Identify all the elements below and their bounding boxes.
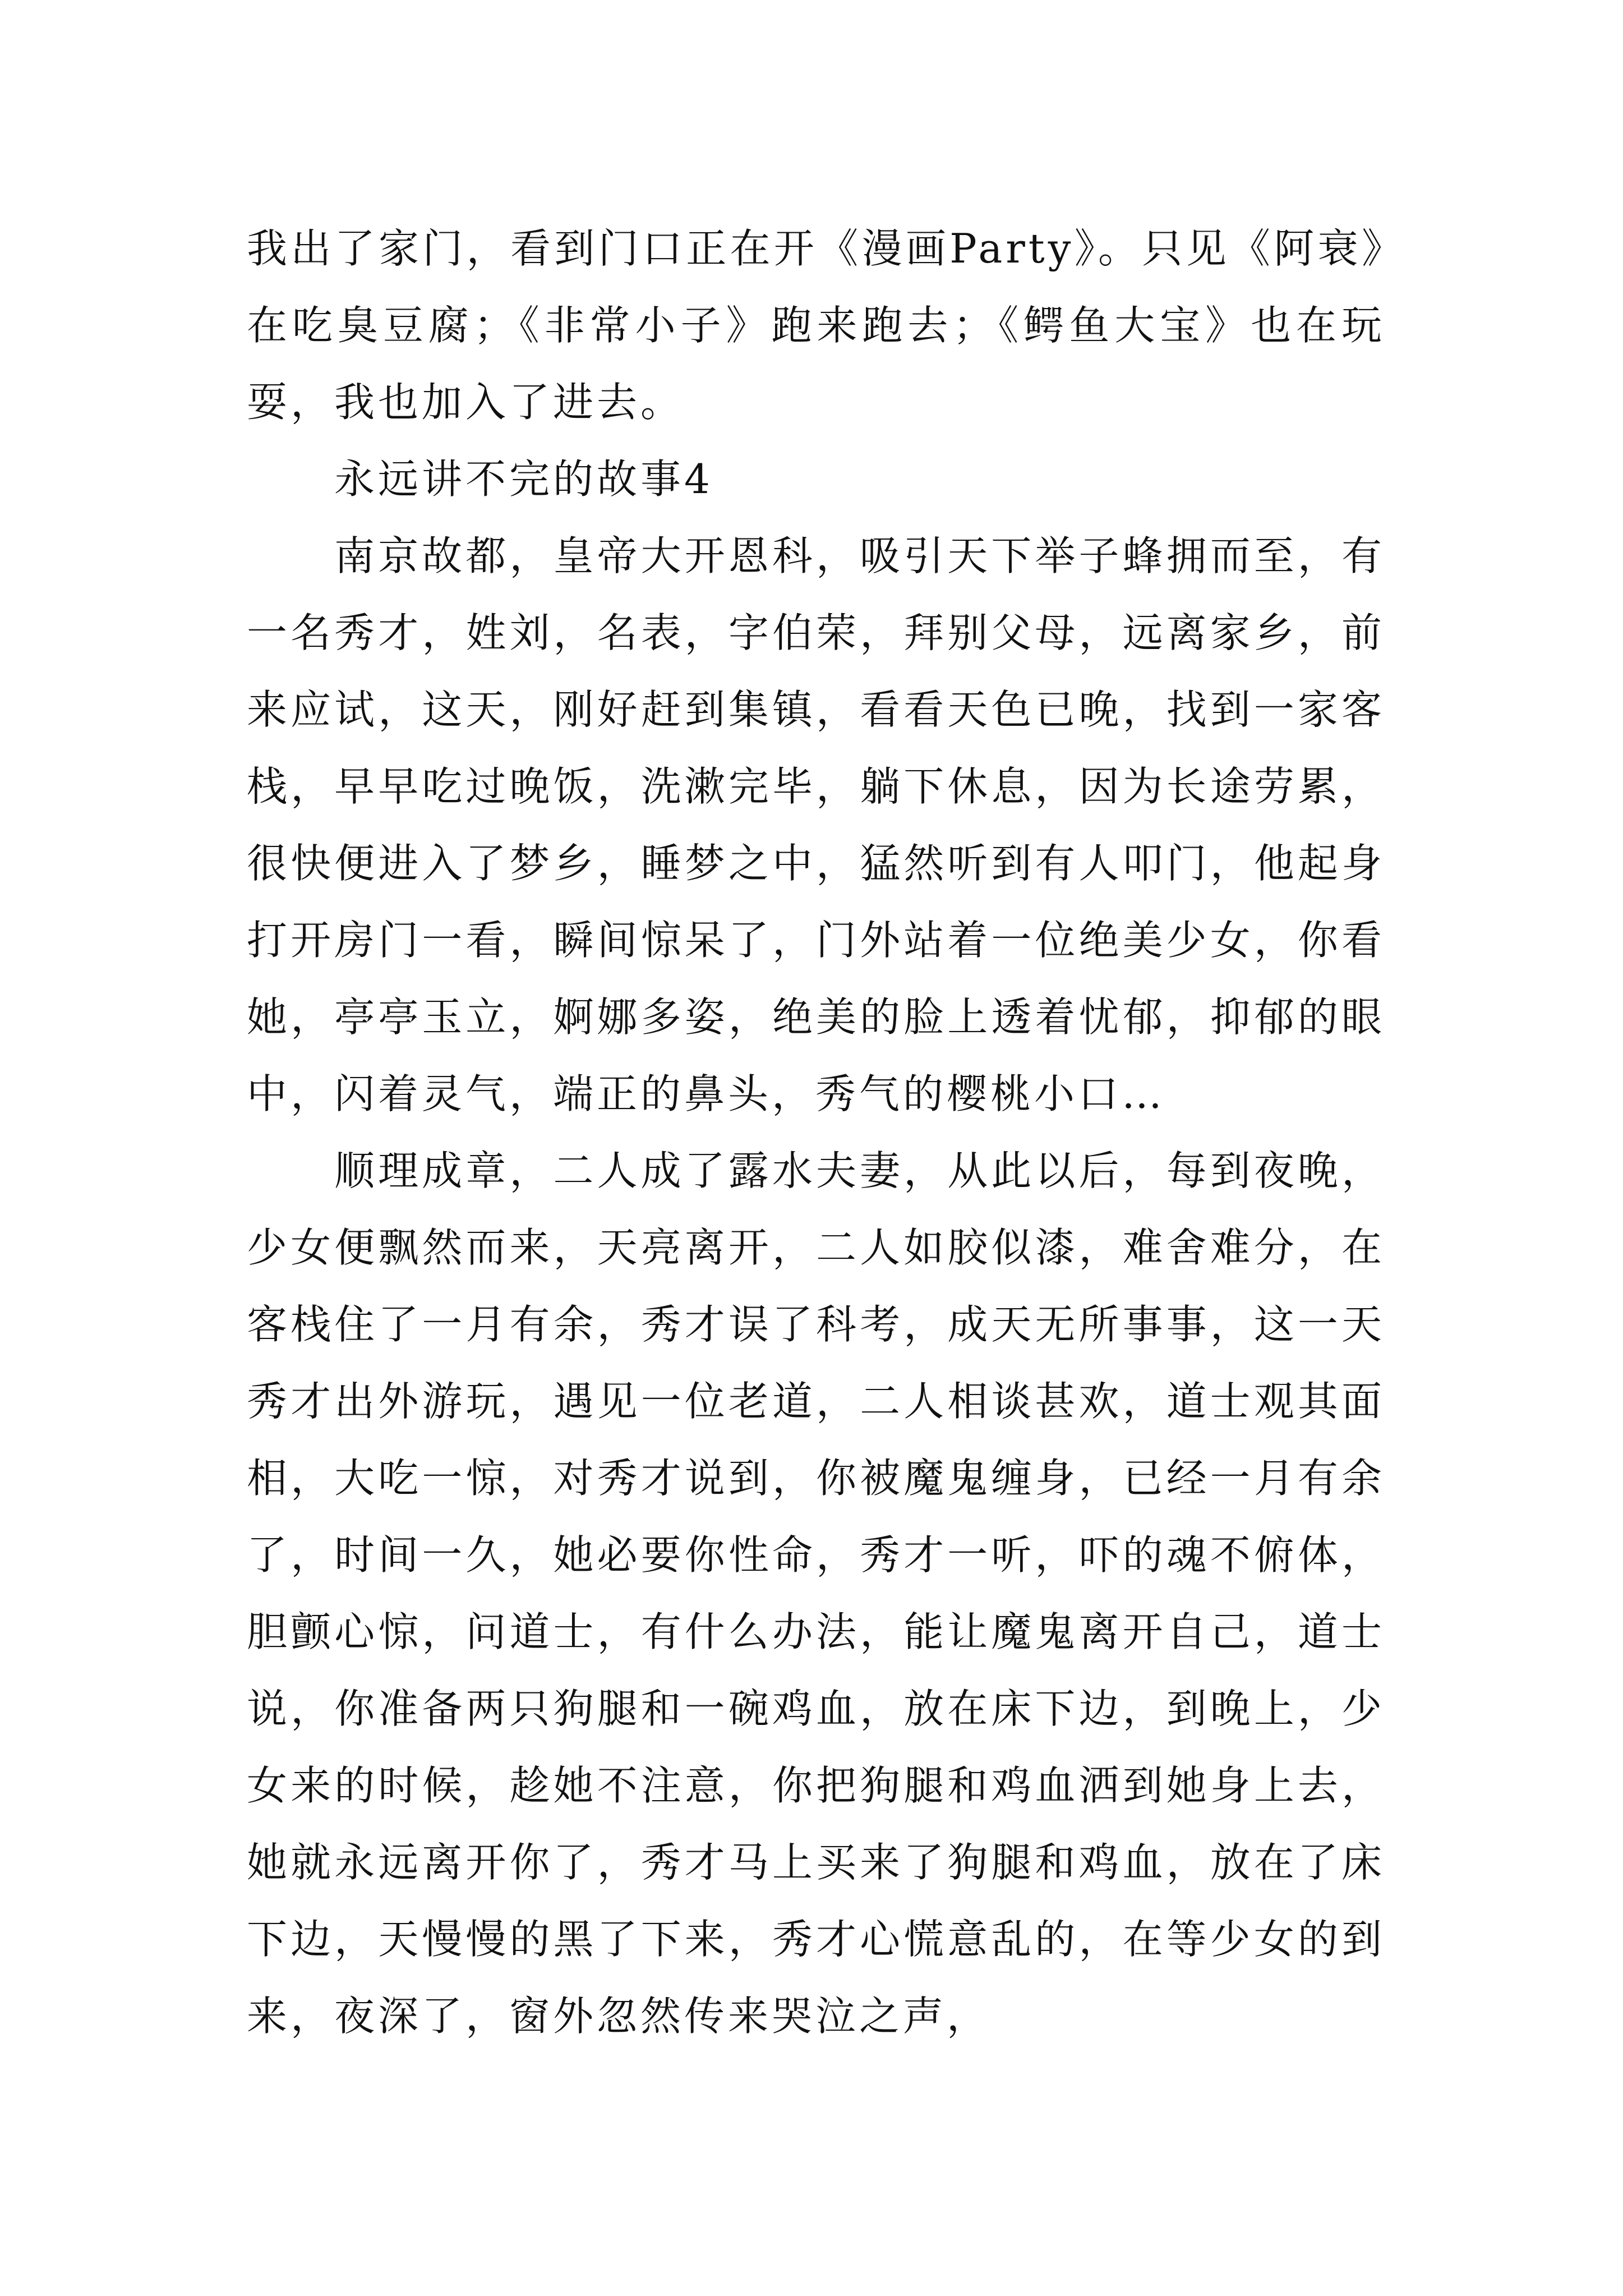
paragraph-3: 南京故都，皇帝大开恩科，吸引天下举子蜂拥而至，有一名秀才，姓刘，名表，字伯荣，拜别父母，远离家乡，前来应试，这天，刚好赶到集镇，看看天色已晚，找到一家客栈，早早吃过晚饭，洗漱完毕，躺下休息，因为长途劳累，很快便进入了梦乡，睡梦之中，猛然听到有人叩门，他起身打开房门一看，瞬间惊呆了，门外站着一位绝美少女，你看她，亭亭玉立，婀娜多姿，绝美的脸上透着忧郁，抑郁的眼中，闪着灵气，端正的鼻头，秀气的樱桃小口… <box>247 532 1385 1117</box>
paragraph-4: 顺理成章，二人成了露水夫妻，从此以后，每到夜晚，少女便飘然而来，天亮离开，二人如胶似漆，难舍难分，在客栈住了一月有余，秀才误了科考，成天无所事事，这一天秀才出外游玩，遇见一位老道，二人相谈甚欢，道士观其面相，大吃一惊，对秀才说到，你被魔鬼缠身，已经一月有余了，时间一久，她必要你性命，秀才一听，吓的魂不俯体，胆颤心惊，问道士，有什么办法，能让魔鬼离开自己，道士说，你准备两只狗腿和一碗鸡血，放在床下边，到晚上，少女来的时候，趁她不注意，你把狗腿和鸡血洒到她身上去，她就永远离开你了，秀才马上买来了狗腿和鸡血，放在了床下边，天慢慢的黑了下来，秀才心慌意乱的，在等少女的到来，夜深了，窗外忽然传来哭泣之声， <box>247 1147 1385 2040</box>
document-body <box>247 210 1385 2055</box>
paragraph-1: 我出了家门，看到门口正在开《漫画Party》。只见《阿衰》在吃臭豆腐；《非常小子》跑来跑去；《鳄鱼大宝》也在玩耍，我也加入了进去。 <box>247 225 1385 426</box>
story-subtitle: 永远讲不完的故事4 <box>334 455 713 503</box>
